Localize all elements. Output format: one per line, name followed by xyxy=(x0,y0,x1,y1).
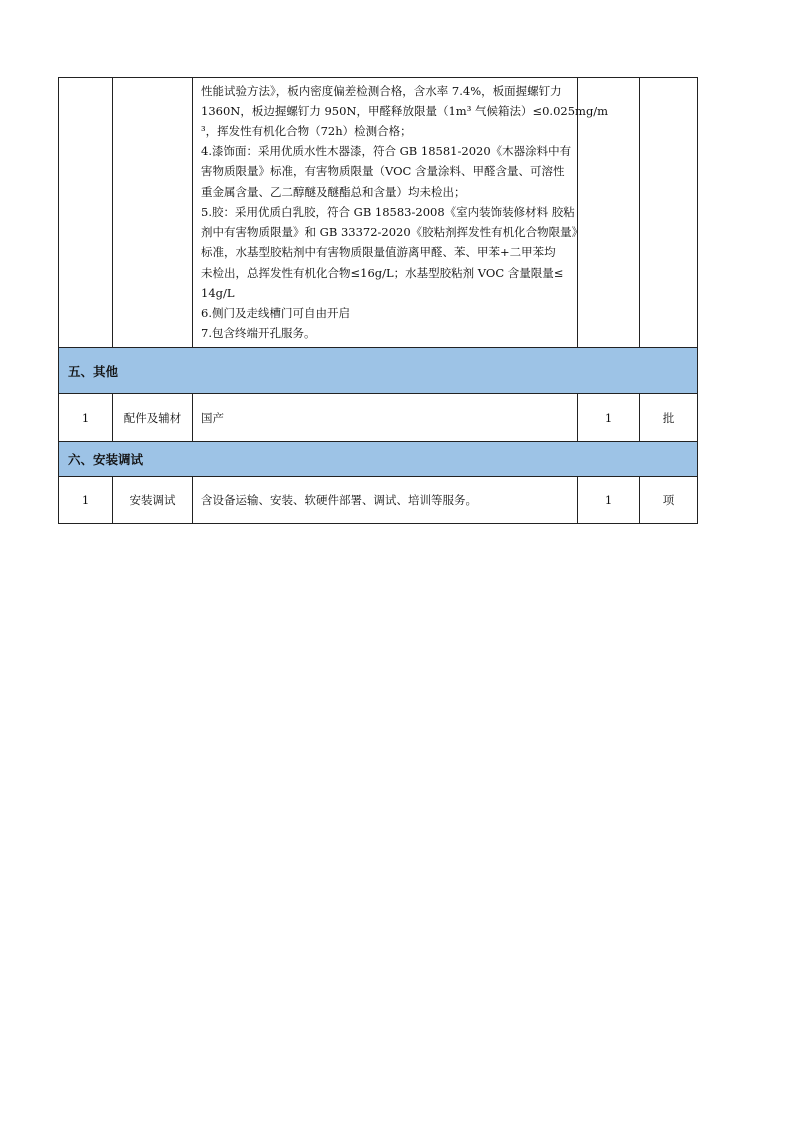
row-number-cell xyxy=(59,78,113,348)
spec-description-cell: 含设备运输、安装、软硬件部署、调试、培训等服务。 xyxy=(193,477,578,524)
item-name-cell xyxy=(113,78,193,348)
row-number-cell: 1 xyxy=(59,394,113,442)
desc-line: 害物质限量》标准，有害物质限量（VOC 含量涂料、甲醛含量、可溶性 xyxy=(201,164,565,179)
specification-table xyxy=(58,77,698,524)
desc-line-text: 1360N，板边握螺钉力 950N，甲醛释放限量（1m³ 气候箱法）≤0.025mg/m xyxy=(201,103,609,118)
continued-spec-row xyxy=(59,78,698,348)
desc-line: 6.侧门及走线槽门可自由开启 xyxy=(201,305,350,320)
desc-line: 剂中有害物质限量》和 GB 33372-2020《胶粘剂挥发性有机化合物限量》 xyxy=(201,225,584,240)
desc-line: ³，挥发性有机化合物（72h）检测合格； xyxy=(201,124,412,139)
unit-cell: 批 xyxy=(640,394,698,442)
item-name-cell: 配件及辅材 xyxy=(113,394,193,442)
desc-line: 4.漆饰面：采用优质水性木器漆，符合 GB 18581-2020《木器涂料中有 xyxy=(201,144,572,159)
desc-line: 重金属含量、乙二醇醚及醚酯总和含量）均未检出； xyxy=(201,184,466,199)
desc-line xyxy=(201,101,609,121)
item-name-cell: 安装调试 xyxy=(113,477,193,524)
unit-cell xyxy=(640,78,698,348)
table-row xyxy=(59,477,698,524)
section-header-installation xyxy=(59,442,698,477)
section-title: 六、安装调试 xyxy=(59,442,698,477)
desc-line: 7.包含终端开孔服务。 xyxy=(201,326,316,341)
quantity-cell: 1 xyxy=(578,477,640,524)
desc-line: 未检出，总挥发性有机化合物≤16g/L；水基型胶粘剂 VOC 含量限量≤ xyxy=(201,265,564,280)
section-title: 五、其他 xyxy=(59,348,698,394)
spec-description-cell xyxy=(193,78,609,348)
row-number-cell: 1 xyxy=(59,477,113,524)
unit-cell: 项 xyxy=(640,477,698,524)
table-row xyxy=(59,394,698,442)
quantity-cell: 1 xyxy=(578,394,640,442)
spec-description-cell: 国产 xyxy=(193,394,578,442)
desc-line: 5.胶：采用优质白乳胶，符合 GB 18583-2008《室内装饰装修材料 胶粘 xyxy=(201,204,575,219)
quantity-cell xyxy=(578,78,640,348)
desc-line: 14g/L xyxy=(201,285,235,300)
desc-line: 标准，水基型胶粘剂中有害物质限量值游离甲醛、苯、甲苯+二甲苯均 xyxy=(201,245,556,260)
desc-line: 性能试验方法》，板内密度偏差检测合格，含水率 7.4%，板面握螺钉力 xyxy=(201,83,562,98)
procurement-table-page xyxy=(58,77,697,524)
section-header-other xyxy=(59,348,698,394)
